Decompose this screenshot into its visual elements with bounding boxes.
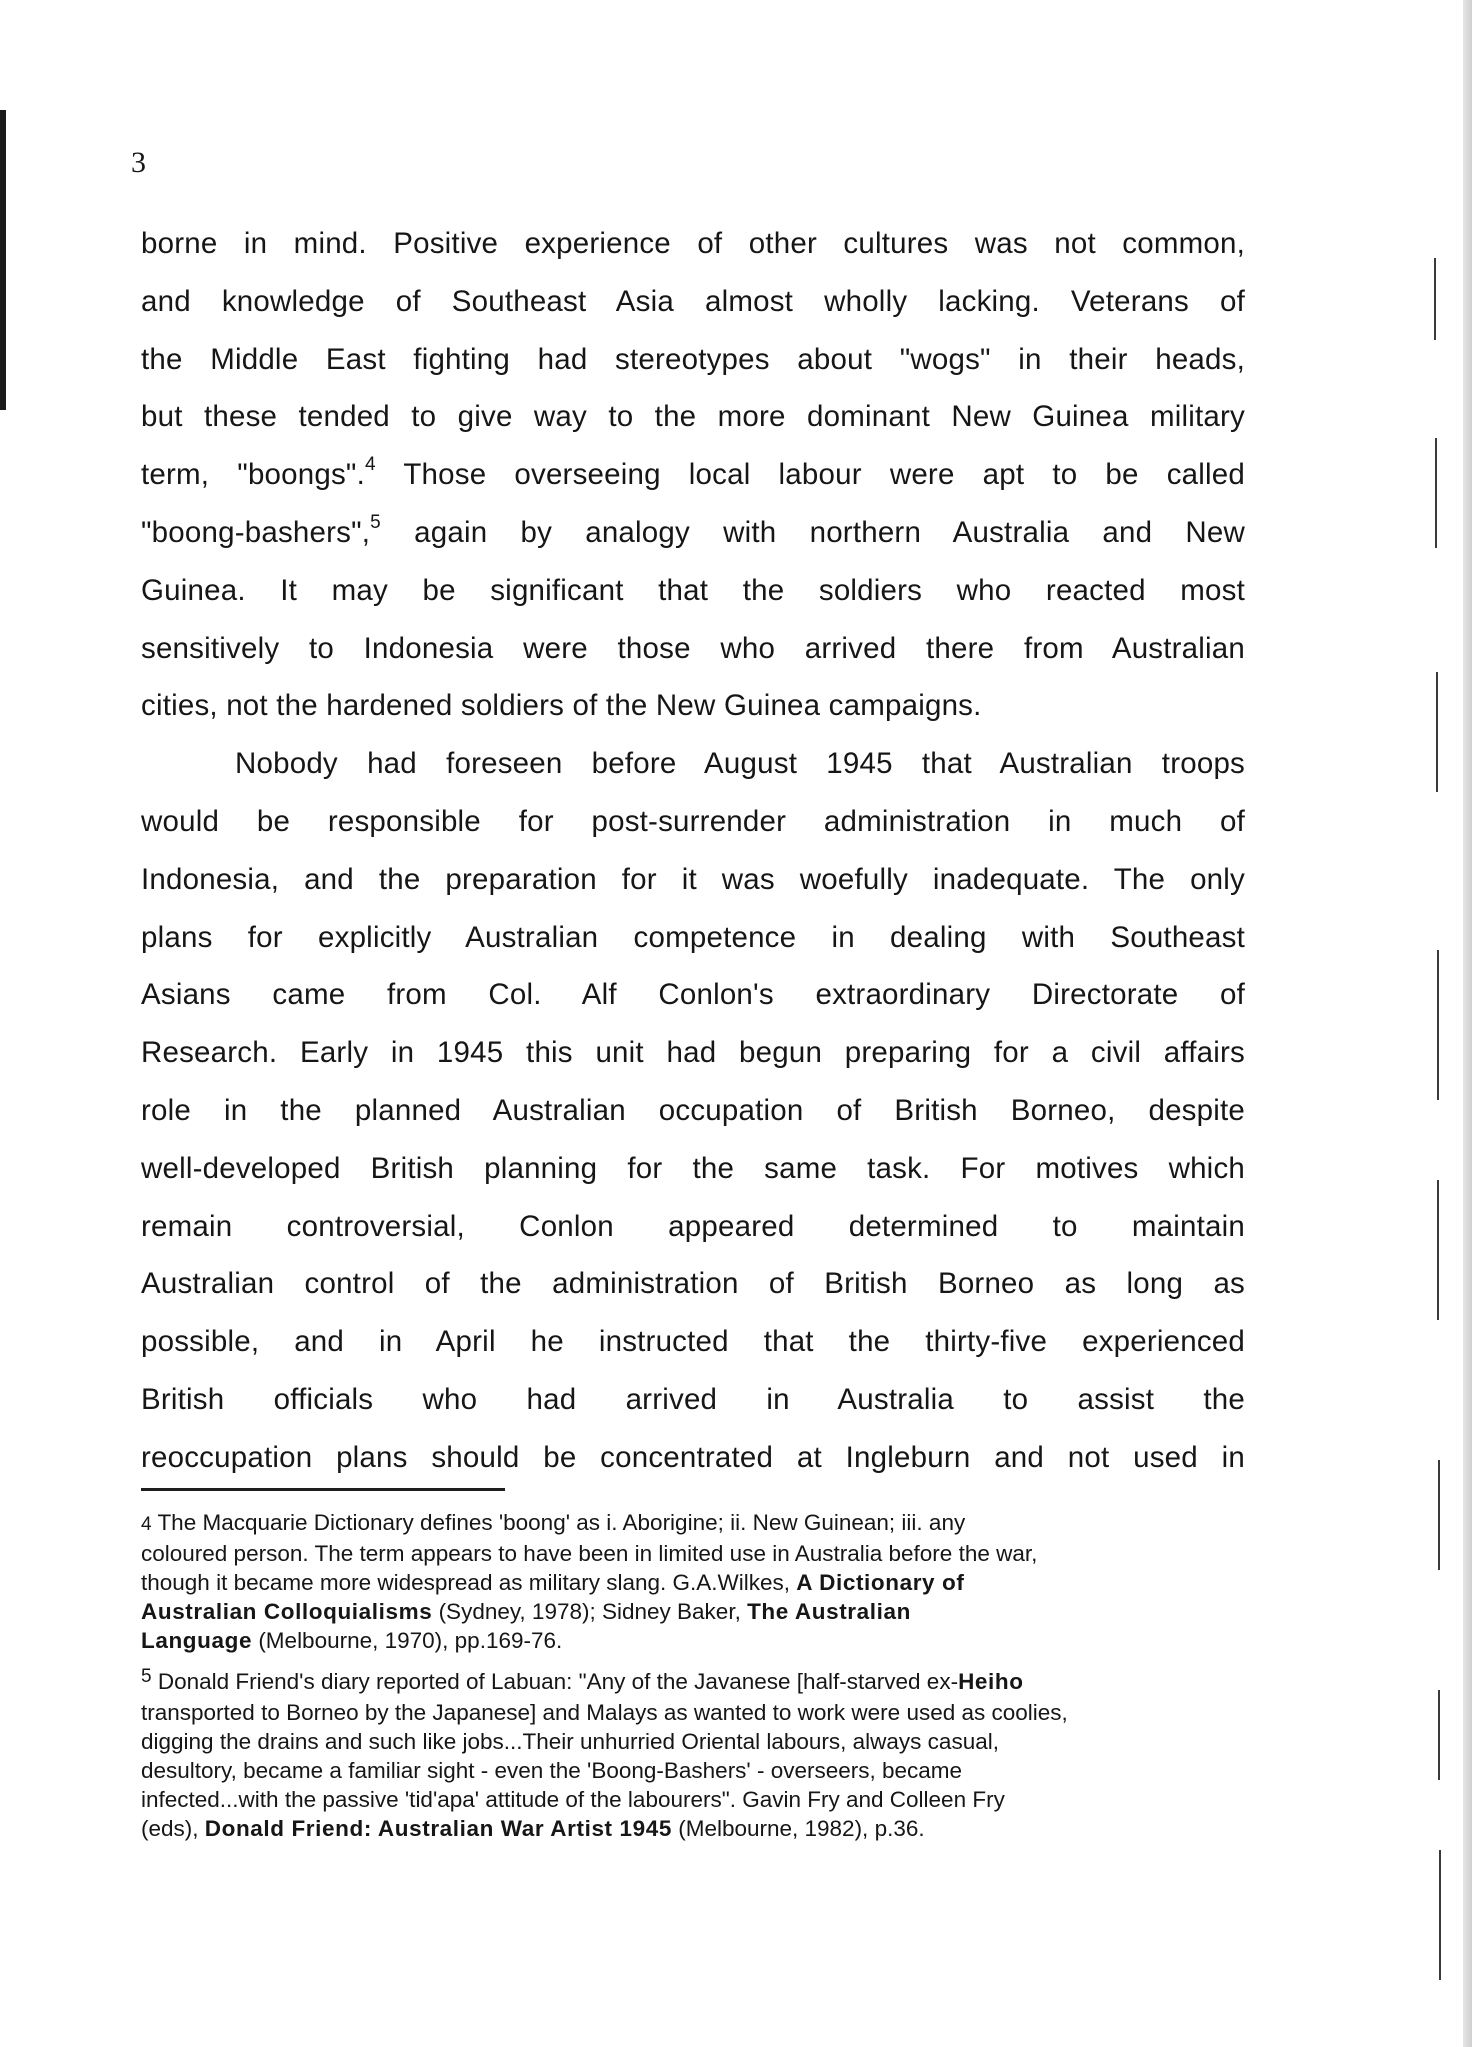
book-title: The Australian <box>747 1599 911 1624</box>
margin-mark <box>1437 950 1439 1100</box>
footnote-reference: 4 <box>365 454 376 476</box>
margin-mark <box>1438 1460 1440 1570</box>
footnote-reference: 5 <box>370 511 381 533</box>
body-text <box>141 215 1245 1487</box>
text-line: Guinea. It may be significant that the soldiers who reacted most <box>141 573 1245 607</box>
scan-edge-left <box>0 110 6 410</box>
text-segment: The Macquarie Dictionary defines 'boong' as i. Aborigine; ii. New Guinean; iii. any <box>157 1510 966 1535</box>
margin-mark <box>1439 1850 1441 1980</box>
footnote-5 <box>141 1667 1251 1843</box>
book-title: Language <box>141 1628 253 1653</box>
text-line: the Middle East fighting had stereotypes about "wogs" in their heads, <box>141 342 1245 376</box>
text-line: Indonesia, and the preparation for it was woefully inadequate. The only <box>141 862 1245 896</box>
text-line: Nobody had foreseen before August 1945 that Australian troops <box>235 747 1245 781</box>
text-line: remain controversial, Conlon appeared determined to maintain <box>141 1209 1245 1243</box>
footnote-line: digging the drains and such like jobs...Their unhurried Oriental labours, always casual, <box>141 1729 999 1754</box>
text-line: Research. Early in 1945 this unit had begun preparing for a civil affairs <box>141 1036 1245 1070</box>
footnote-line <box>141 1814 1251 1843</box>
footnote-line: transported to Borneo by the Japanese] and Malays as wanted to work were used as coolies, <box>141 1700 1068 1725</box>
footnote-separator <box>141 1488 505 1491</box>
footnote-line <box>141 1568 1251 1597</box>
text-line: and knowledge of Southeast Asia almost wholly lacking. Veterans of <box>141 284 1245 318</box>
text-segment: though it became more widespread as military slang. G.A.Wilkes, <box>141 1570 797 1595</box>
text-segment: again by analogy with northern Australia and New <box>380 515 1245 549</box>
footnote-marker: 5 <box>141 1666 152 1687</box>
margin-mark <box>1435 438 1437 548</box>
text-line: plans for explicitly Australian competence in dealing with Southeast <box>141 920 1245 954</box>
footnote-line: infected...with the passive 'tid'apa' attitude of the labourers". Gavin Fry and Colleen Fry <box>141 1787 1005 1812</box>
text-line: role in the planned Australian occupation of British Borneo, despite <box>141 1093 1245 1127</box>
footnote-marker: 4 <box>141 1514 152 1535</box>
book-title: A Dictionary of <box>796 1570 965 1595</box>
footnote-line <box>141 1508 1251 1539</box>
text-line: Australian control of the administration of British Borneo as long as <box>141 1267 1245 1301</box>
text-line: sensitively to Indonesia were those who arrived there from Australian <box>141 631 1245 665</box>
footnote-line: coloured person. The term appears to have been in limited use in Australia before the war, <box>141 1541 1038 1566</box>
text-segment: Donald Friend's diary reported of Labuan: "Any of the Javanese [half-starved ex- <box>151 1669 959 1694</box>
footnote-line <box>141 1626 1251 1655</box>
text-line: reoccupation plans should be concentrated at Ingleburn and not used in <box>141 1440 1245 1474</box>
text-segment: (Melbourne, 1982), p.36. <box>671 1816 925 1841</box>
footnote-4 <box>141 1508 1251 1655</box>
margin-mark <box>1434 258 1436 340</box>
footnote-line <box>141 1667 1251 1698</box>
text-line: British officials who had arrived in Australia to assist the <box>141 1382 1245 1416</box>
text-segment: (eds), <box>141 1816 205 1841</box>
text-line: cities, not the hardened soldiers of the New Guinea campaigns. <box>141 689 982 723</box>
emphasis: Heiho <box>958 1669 1024 1694</box>
book-title: Donald Friend: Australian War Artist 1945 <box>204 1816 672 1841</box>
text-line: but these tended to give way to the more dominant New Guinea military <box>141 400 1245 434</box>
text-segment: (Melbourne, 1970), pp.169-76. <box>252 1628 563 1653</box>
text-segment: term, "boongs". <box>141 458 365 492</box>
footnote-line <box>141 1597 1251 1626</box>
margin-mark <box>1438 1690 1440 1780</box>
text-segment: "boong-bashers", <box>141 515 371 549</box>
text-segment: Those overseeing local labour were apt to be called <box>375 458 1245 492</box>
footnote-line: desultory, became a familiar sight - even the 'Boong-Bashers' - overseers, became <box>141 1758 963 1783</box>
text-line: Asians came from Col. Alf Conlon's extraordinary Directorate of <box>141 978 1245 1012</box>
page-number: 3 <box>131 146 146 179</box>
margin-mark <box>1437 1180 1439 1320</box>
text-segment: (Sydney, 1978); Sidney Baker, <box>432 1599 748 1624</box>
text-line <box>141 446 1245 504</box>
text-line <box>141 504 1245 562</box>
scan-edge-right <box>1463 0 1472 2047</box>
text-line: possible, and in April he instructed that the thirty-five experienced <box>141 1325 1245 1359</box>
book-title: Australian Colloquialisms <box>141 1599 433 1624</box>
footnotes <box>141 1508 1251 1843</box>
margin-mark <box>1436 672 1438 792</box>
text-line: borne in mind. Positive experience of other cultures was not common, <box>141 227 1245 260</box>
text-line: well-developed British planning for the same task. For motives which <box>141 1151 1245 1185</box>
text-line: would be responsible for post-surrender administration in much of <box>141 804 1245 838</box>
